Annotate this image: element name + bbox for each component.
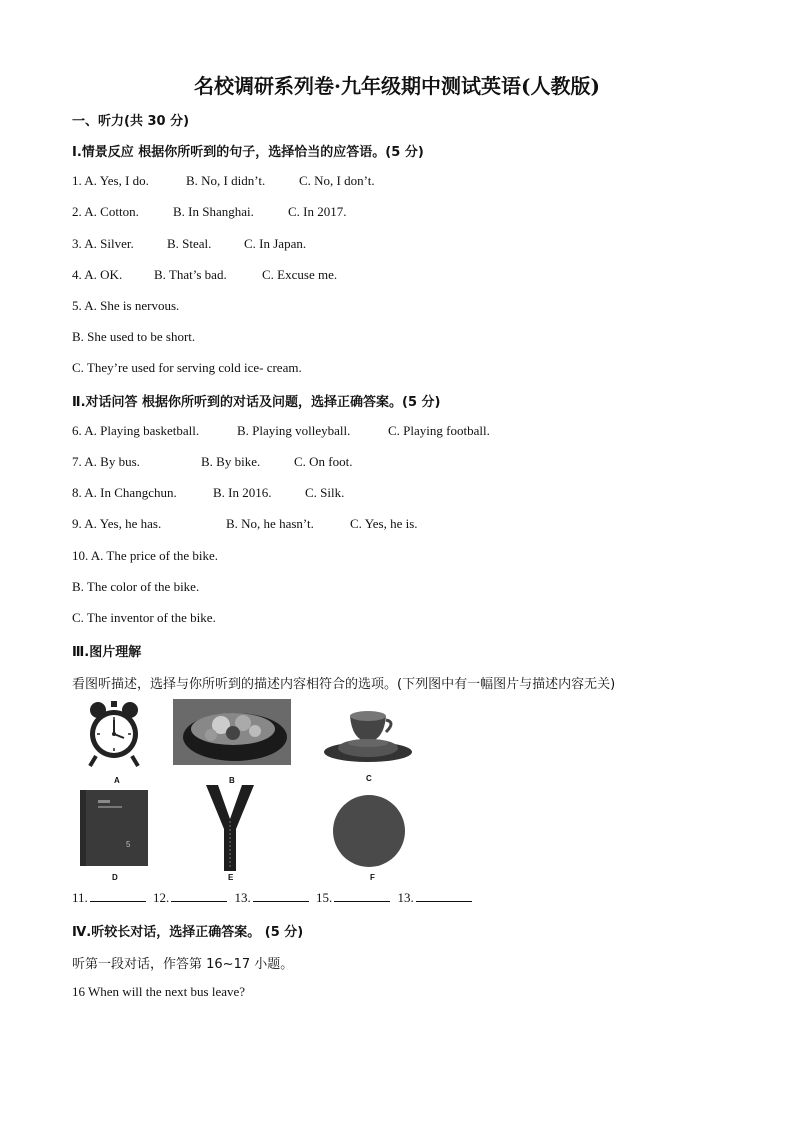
book-icon [80, 790, 148, 866]
q2-option-a: 2. A. Cotton. [72, 204, 139, 219]
picture-e-label: E [228, 873, 234, 882]
alarm-clock-icon [84, 698, 144, 768]
picture-a [84, 698, 144, 768]
q10-option-a: 10. A. The price of the bike. [72, 548, 218, 563]
q6-option-a: 6. A. Playing basketball. [72, 423, 200, 438]
picture-d-label: D [112, 873, 118, 882]
q10-option-c: C. The inventor of the bike. [72, 610, 216, 625]
q4-option-c: C. Excuse me. [262, 267, 338, 282]
q5-option-a: 5. A. She is nervous. [72, 298, 180, 313]
page-title: 名校调研系列卷·九年级期中测试英语(人教版) [194, 74, 600, 98]
blank-label: 12. [153, 890, 170, 905]
zipper-icon [202, 785, 258, 871]
question-16: 16 When will the next bus leave? [72, 984, 246, 999]
picture-b [173, 699, 291, 765]
book-number: 5 [126, 840, 131, 849]
blank-label: 11. [72, 890, 88, 905]
answer-blank[interactable] [334, 900, 390, 902]
q3-option-c: C. In Japan. [244, 236, 307, 251]
q9-option-c: C. Yes, he is. [350, 516, 418, 531]
answer-blank[interactable] [171, 900, 227, 902]
q7-option-a: 7. A. By bus. [72, 454, 140, 469]
q5-option-b: B. She used to be short. [72, 329, 196, 344]
q3-option-a: 3. A. Silver. [72, 236, 134, 251]
q2-option-b: B. In Shanghai. [173, 204, 254, 219]
section4-instruction: 听第一段对话，作答第 16~17 小题。 [72, 957, 294, 972]
picture-e [202, 785, 258, 871]
picture-a-label: A [114, 776, 120, 785]
q1-option-a: 1. A. Yes, I do. [72, 173, 149, 188]
answer-blanks [72, 890, 476, 906]
q3-option-b: B. Steal. [167, 236, 212, 251]
q7-option-c: C. On foot. [294, 454, 353, 469]
picture-f [332, 794, 406, 868]
q6-option-b: B. Playing volleyball. [237, 423, 351, 438]
q7-option-b: B. By bike. [201, 454, 261, 469]
q1-option-b: B. No, I didn’t. [186, 173, 266, 188]
q8-option-c: C. Silk. [305, 485, 345, 500]
section1-heading: Ⅰ.情景反应 根据你所听到的句子，选择恰当的应答语。(5 分) [72, 145, 424, 160]
part1-heading: 一、听力(共 30 分) [72, 114, 190, 129]
food-bowl-icon [173, 699, 291, 765]
blank-label: 13. [397, 890, 414, 905]
picture-b-label: B [229, 776, 235, 785]
teacup-icon [320, 700, 416, 764]
picture-d [80, 790, 148, 866]
picture-c [320, 700, 416, 764]
section3-instruction: 看图听描述，选择与你所听到的描述内容相符合的选项。(下列图中有一幅图片与描述内容无关) [72, 677, 616, 692]
answer-blank[interactable] [90, 900, 146, 902]
answer-blank[interactable] [416, 900, 472, 902]
ball-icon [332, 794, 406, 868]
blank-label: 13. [234, 890, 251, 905]
q6-option-c: C. Playing football. [388, 423, 490, 438]
q9-option-a: 9. A. Yes, he has. [72, 516, 162, 531]
section2-heading: Ⅱ.对话问答 根据你所听到的对话及问题，选择正确答案。(5 分) [72, 395, 441, 410]
answer-blank[interactable] [253, 900, 309, 902]
section4-heading: Ⅳ.听较长对话，选择正确答案。 (5 分) [72, 925, 304, 940]
q8-option-a: 8. A. In Changchun. [72, 485, 177, 500]
picture-c-label: C [366, 774, 372, 783]
q5-option-c: C. They’re used for serving cold ice- cream. [72, 360, 302, 375]
q2-option-c: C. In 2017. [288, 204, 347, 219]
q1-option-c: C. No, I don’t. [299, 173, 375, 188]
q4-option-a: 4. A. OK. [72, 267, 123, 282]
blank-label: 15. [316, 890, 333, 905]
picture-f-label: F [370, 873, 375, 882]
section3-heading: Ⅲ.图片理解 [72, 645, 142, 660]
q4-option-b: B. That’s bad. [154, 267, 227, 282]
q10-option-b: B. The color of the bike. [72, 579, 200, 594]
q8-option-b: B. In 2016. [213, 485, 272, 500]
q9-option-b: B. No, he hasn’t. [226, 516, 314, 531]
